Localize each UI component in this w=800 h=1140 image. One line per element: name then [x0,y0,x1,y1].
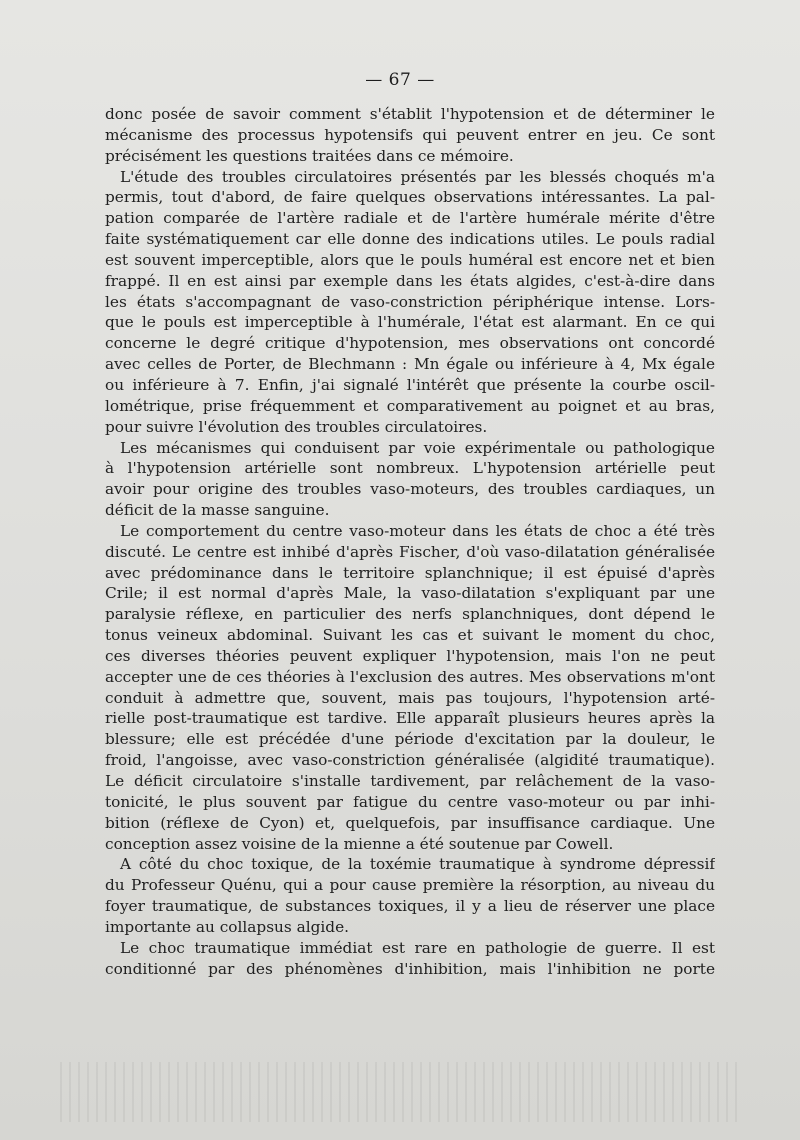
text-line: avec prédominance dans le territoire splanchnique; il est épuisé d'après [105,563,715,582]
text-line: pour suivre l'évolution des troubles circulatoires. [105,417,488,436]
text-line: conception assez voisine de la mienne a été soutenue par Cowell. [105,834,614,853]
text-line: Le déficit circulatoire s'installe tardivement, par relâchement de la vaso- [105,772,715,790]
text-line: faite systématiquement car elle donne des indications utiles. Le pouls radial [105,230,715,249]
text-line: avoir pour origine des troubles vaso-moteurs, des troubles cardiaques, un [105,480,715,499]
text-line: bition (réflexe de Cyon) et, quelquefois, par insuffisance cardiaque. Une [105,813,715,832]
text-line: donc posée de savoir comment s'établit l'hypotension et de déterminer le [105,105,715,123]
text-line: foyer traumatique, de substances toxiques, il y a lieu de réserver une place [105,897,715,916]
text-line: lométrique, prise fréquemment et comparativement au poignet et au bras, [105,396,715,415]
paragraph [105,167,715,438]
text-line: que le pouls est imperceptible à l'humérale, l'état est alarmant. En ce qui [105,313,715,332]
text-line: importante au collapsus algide. [105,917,350,936]
text-line: conditionné par des phénomènes d'inhibition, mais l'inhibition ne porte [105,959,715,978]
body-text [105,104,715,979]
text-line: discuté. Le centre est inhibé d'après Fischer, d'où vaso-dilatation généralisée [105,542,715,561]
text-line: tonus veineux abdominal. Suivant les cas et suivant le moment du choc, [105,626,715,645]
text-line: blessure; elle est précédée d'une période d'excitation par la douleur, le [105,730,715,749]
text-line: tonicité, le plus souvent par fatigue du centre vaso-moteur ou par inhi- [105,792,715,811]
text-line: rielle post-traumatique est tardive. Elle apparaît plusieurs heures après la [105,709,715,728]
paragraph [105,938,715,980]
text-line: Le comportement du centre vaso-moteur dans les états de choc a été très [120,521,715,540]
text-line: ou inférieure à 7. Enfin, j'ai signalé l'intérêt que présente la courbe oscil- [105,375,715,394]
text-line: avec celles de Porter, de Blechmann : Mn égale ou inférieure à 4, Mx égale [105,355,715,374]
text-line: accepter une de ces théories à l'exclusion des autres. Mes observations m'ont [105,667,715,686]
text-line: paralysie réflexe, en particulier des nerfs splanchniques, dont dépend le [105,605,715,624]
text-line: déficit de la masse sanguine. [105,501,330,520]
text-line: du Professeur Quénu, qui a pour cause première la résorption, au niveau du [105,876,715,895]
text-line: permis, tout d'abord, de faire quelques observations intéressantes. La pal- [105,188,715,207]
text-line: L'étude des troubles circulatoires présentés par les blessés choqués m'a [120,167,715,186]
text-line: frappé. Il en est ainsi par exemple dans les états algides, c'est-à-dire dans [105,271,715,290]
text-line: Le choc traumatique immédiat est rare en pathologie de guerre. Il est [120,938,715,957]
text-line: les états s'accompagnant de vaso-constriction périphérique intense. Lors- [105,292,715,311]
paragraph [105,521,715,855]
text-line: conduit à admettre que, souvent, mais pas toujours, l'hypotension arté- [105,688,715,707]
text-line: est souvent imperceptible, alors que le pouls huméral est encore net et bien [105,250,715,269]
text-line: pation comparée de l'artère radiale et de l'artère humérale mérite d'être [105,209,715,228]
text-line: à l'hypotension artérielle sont nombreux. L'hypotension artérielle peut [105,459,715,478]
text-line: A côté du choc toxique, de la toxémie traumatique à syndrome dépressif [120,855,715,874]
text-line: concerne le degré critique d'hypotension, mes observations ont concordé [105,334,715,353]
bleed-through-texture [60,1062,740,1122]
paragraph [105,104,715,167]
text-line: précisément les questions traitées dans ce mémoire. [105,146,514,165]
text-line: froid, l'angoisse, avec vaso-constriction généralisée (algidité traumatique). [105,751,715,770]
page-number: — 67 — [365,70,435,90]
text-line: Crile; il est normal d'après Male, la vaso-dilatation s'expliquant par une [105,584,715,603]
paragraph [105,438,715,521]
text-line: Les mécanismes qui conduisent par voie expérimentale ou pathologique [120,438,715,457]
text-line: mécanisme des processus hypotensifs qui peuvent entrer en jeu. Ce sont [105,125,715,144]
text-line: ces diverses théories peuvent expliquer l'hypotension, mais l'on ne peut [105,646,715,665]
paragraph [105,854,715,937]
